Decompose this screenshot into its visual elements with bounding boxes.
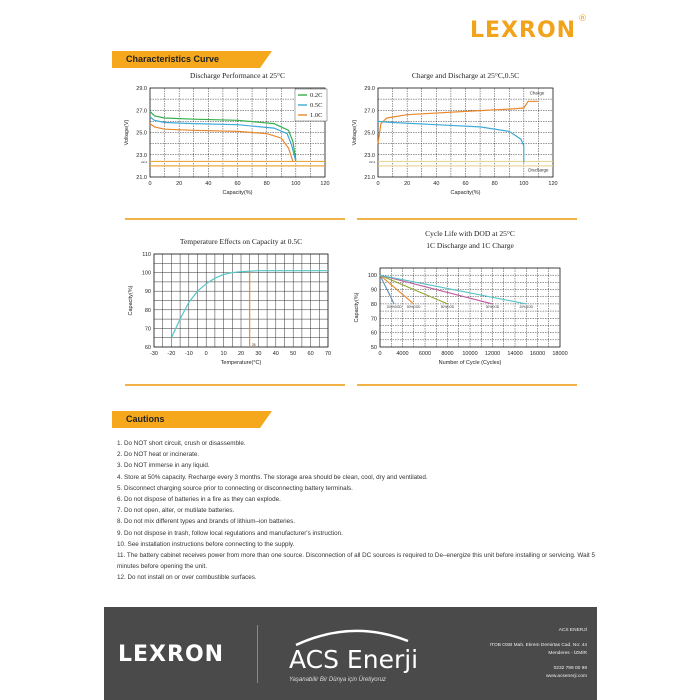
y-tick-label: 27.0	[364, 108, 375, 115]
x-tick-label: 40	[205, 181, 212, 187]
footer	[104, 607, 597, 700]
caution-item: 3. Do NOT immerse in any liquid.	[117, 462, 210, 470]
chart-title: Temperature Effects on Capacity at 0.5C	[179, 237, 303, 246]
x-axis-label: Capacity(%)	[450, 190, 481, 196]
footer-company: ACS ENERJİ	[558, 628, 587, 633]
y-extra-tick-label: 22.4	[369, 159, 375, 164]
caution-item: 12. Do not install on or over combustible surfaces.	[117, 574, 257, 582]
y-tick-label: 90	[370, 287, 377, 294]
footer-address-1: ITOB OSB Mah. Ekrem Demirtas Cad. No: 44	[489, 642, 587, 648]
cautions-list	[117, 438, 597, 584]
acs-arc-icon	[292, 627, 412, 647]
footer-contact	[490, 627, 587, 682]
legend-label: 1.0C	[310, 112, 323, 119]
y-tick-label: 60	[370, 330, 377, 337]
x-tick-label: 8000	[441, 351, 454, 357]
x-tick-label: -20	[167, 351, 176, 357]
series-dod-label: 80%DOD	[407, 304, 421, 309]
series-dod-label: 100%DOD	[386, 304, 402, 309]
chart-title: Cycle Life with DOD at 25°C	[425, 229, 515, 238]
x-tick-label: 10000	[462, 351, 478, 357]
x-tick-label: 0	[148, 181, 152, 187]
caution-item: 8. Do not mix different types and brands of lithium–ion batteries.	[117, 518, 296, 526]
x-tick-label: 18000	[552, 351, 568, 357]
chart-discharge	[108, 66, 344, 207]
caution-item: 10. See installation instructions before connecting to the supply.	[117, 540, 295, 548]
divider-right-2	[357, 384, 577, 386]
y-tick-label: 50	[370, 345, 377, 351]
x-tick-label: 100	[291, 181, 301, 187]
x-tick-label: 80	[491, 181, 498, 187]
footer-web[interactable]: www.acsenerji.com	[545, 674, 587, 679]
section-banner-curves: Characteristics Curve	[112, 51, 260, 68]
x-tick-label: 30	[255, 351, 262, 357]
x-axis-label: Temperature(°C)	[220, 360, 262, 366]
y-tick-label: 70	[144, 326, 151, 333]
x-tick-label: 0	[204, 351, 208, 357]
y-tick-label: 110	[142, 252, 151, 258]
y-axis-label: Capacity(%)	[128, 285, 134, 316]
x-tick-label: 4000	[396, 351, 409, 357]
annotation-discharge: Discharge	[528, 167, 549, 173]
caution-item: 2. Do NOT heat or incinerate.	[117, 451, 200, 459]
x-tick-label: 20	[176, 181, 183, 187]
legend-label: 0.5C	[310, 102, 323, 109]
annotation-charge: Charge	[529, 90, 545, 96]
y-axis-label: Voltage(V)	[124, 119, 130, 146]
y-tick-label: 21.0	[364, 175, 375, 181]
y-tick-label: 23.0	[364, 152, 375, 159]
x-tick-label: 80	[263, 181, 270, 187]
series-line-1-0C	[150, 124, 293, 162]
x-tick-label: 100	[519, 181, 529, 187]
x-tick-label: 0	[378, 351, 382, 357]
footer-tagline: Yaşanabilir Bir Dünya için Üretiyoruz	[289, 677, 386, 683]
y-tick-label: 80	[144, 307, 151, 314]
x-tick-label: 60	[307, 351, 314, 357]
caution-item: 11. The battery cabinet receives power from more than one source. Disconnection of all DC sources is required to De–energize this unit before installing or servicing. Wait 5 minutes before opening the unit.	[117, 552, 595, 571]
footer-phone: 0232 799 00 98	[553, 665, 587, 671]
x-tick-label: 10	[220, 351, 227, 357]
y-extra-tick-label: 22.4	[141, 159, 147, 164]
chart-temperature	[108, 226, 344, 381]
x-tick-label: 120	[320, 181, 330, 187]
y-tick-label: 23.0	[136, 152, 147, 159]
series-dod-label: 50%DOD	[440, 304, 455, 309]
x-tick-label: 120	[548, 181, 558, 187]
x-tick-label: 6000	[418, 351, 432, 357]
x-axis-label: Capacity(%)	[222, 190, 253, 196]
x-axis-label: Number of Cycle (Cycles)	[438, 360, 502, 366]
footer-address-2: Menderes - İZMİR	[548, 651, 587, 656]
divider-left	[125, 218, 345, 220]
series-line	[380, 275, 394, 304]
x-tick-label: 20	[237, 351, 245, 357]
y-tick-label: 29.0	[136, 86, 147, 92]
x-tick-label: 40	[272, 351, 279, 357]
y-tick-label: 80	[370, 301, 377, 308]
series-dod-label: 20%DOD	[519, 304, 533, 309]
x-tick-label: 50	[290, 351, 297, 357]
x-tick-label: 40	[433, 181, 440, 187]
y-tick-label: 29.0	[364, 86, 375, 92]
caution-item: 9. Do not dispose in trash, follow local regulations and manufacturer's instruction.	[117, 529, 343, 537]
caution-item: 1. Do NOT short circuit, crush or disassemble.	[117, 440, 246, 447]
divider-right	[357, 218, 577, 220]
y-tick-label: 100	[367, 273, 377, 280]
y-axis-label: Voltage(V)	[352, 119, 358, 146]
footer-lexron-logo: LEXRON	[118, 642, 225, 667]
series-dod-label: 30%DOD	[485, 304, 500, 309]
lexron-logo: LEXRON ®	[470, 14, 589, 43]
chart-cycle-life	[344, 226, 580, 381]
caution-item: 7. Do not open, alter, or mutilate batteries.	[117, 507, 235, 515]
y-tick-label: 21.0	[136, 175, 147, 181]
divider-left-2	[125, 384, 345, 386]
y-tick-label: 70	[370, 316, 377, 323]
x-tick-label: 16000	[529, 351, 546, 357]
footer-separator	[257, 625, 258, 683]
x-tick-label: 20	[404, 181, 411, 187]
chart-title: Discharge Performance at 25°C	[189, 71, 286, 80]
y-axis-label: Capacity(%)	[354, 292, 360, 323]
x-tick-label: 0	[376, 181, 380, 187]
y-tick-label: 25.0	[136, 130, 147, 137]
y-tick-label: 60	[144, 345, 151, 351]
caution-item: 4. Store at 50% capacity. Recharge every 3 months. The storage area should be clean, cool, dry and ventilated.	[117, 473, 428, 481]
x-tick-label: -30	[150, 351, 158, 357]
caution-item: 6. Do not dispose of batteries in a fire as they can explode.	[117, 496, 281, 504]
section-banner-cautions: Cautions	[112, 411, 260, 428]
y-tick-label: 27.0	[136, 108, 147, 115]
chart-subtitle: 1C Discharge and 1C Charge	[426, 241, 514, 250]
marker-label: 25	[251, 343, 256, 347]
x-tick-label: 70	[324, 351, 332, 357]
y-tick-label: 100	[141, 270, 151, 277]
x-tick-label: 14000	[507, 351, 523, 357]
footer-brand: ACS Enerji	[289, 645, 419, 674]
x-tick-label: 60	[234, 181, 241, 187]
chart-title: Charge and Discharge at 25°C,0.5C	[411, 71, 520, 80]
x-tick-label: -10	[184, 351, 193, 357]
x-tick-label: 60	[462, 181, 469, 187]
y-tick-label: 25.0	[364, 130, 375, 137]
chart-charge-discharge	[344, 66, 580, 207]
y-tick-label: 90	[144, 289, 151, 296]
legend-label: 0.2C	[310, 92, 323, 99]
caution-item: 5. Disconnect charging source prior to connecting or disconnecting battery terminals.	[117, 484, 353, 492]
x-tick-label: 12000	[484, 351, 501, 357]
series-line	[380, 275, 526, 304]
